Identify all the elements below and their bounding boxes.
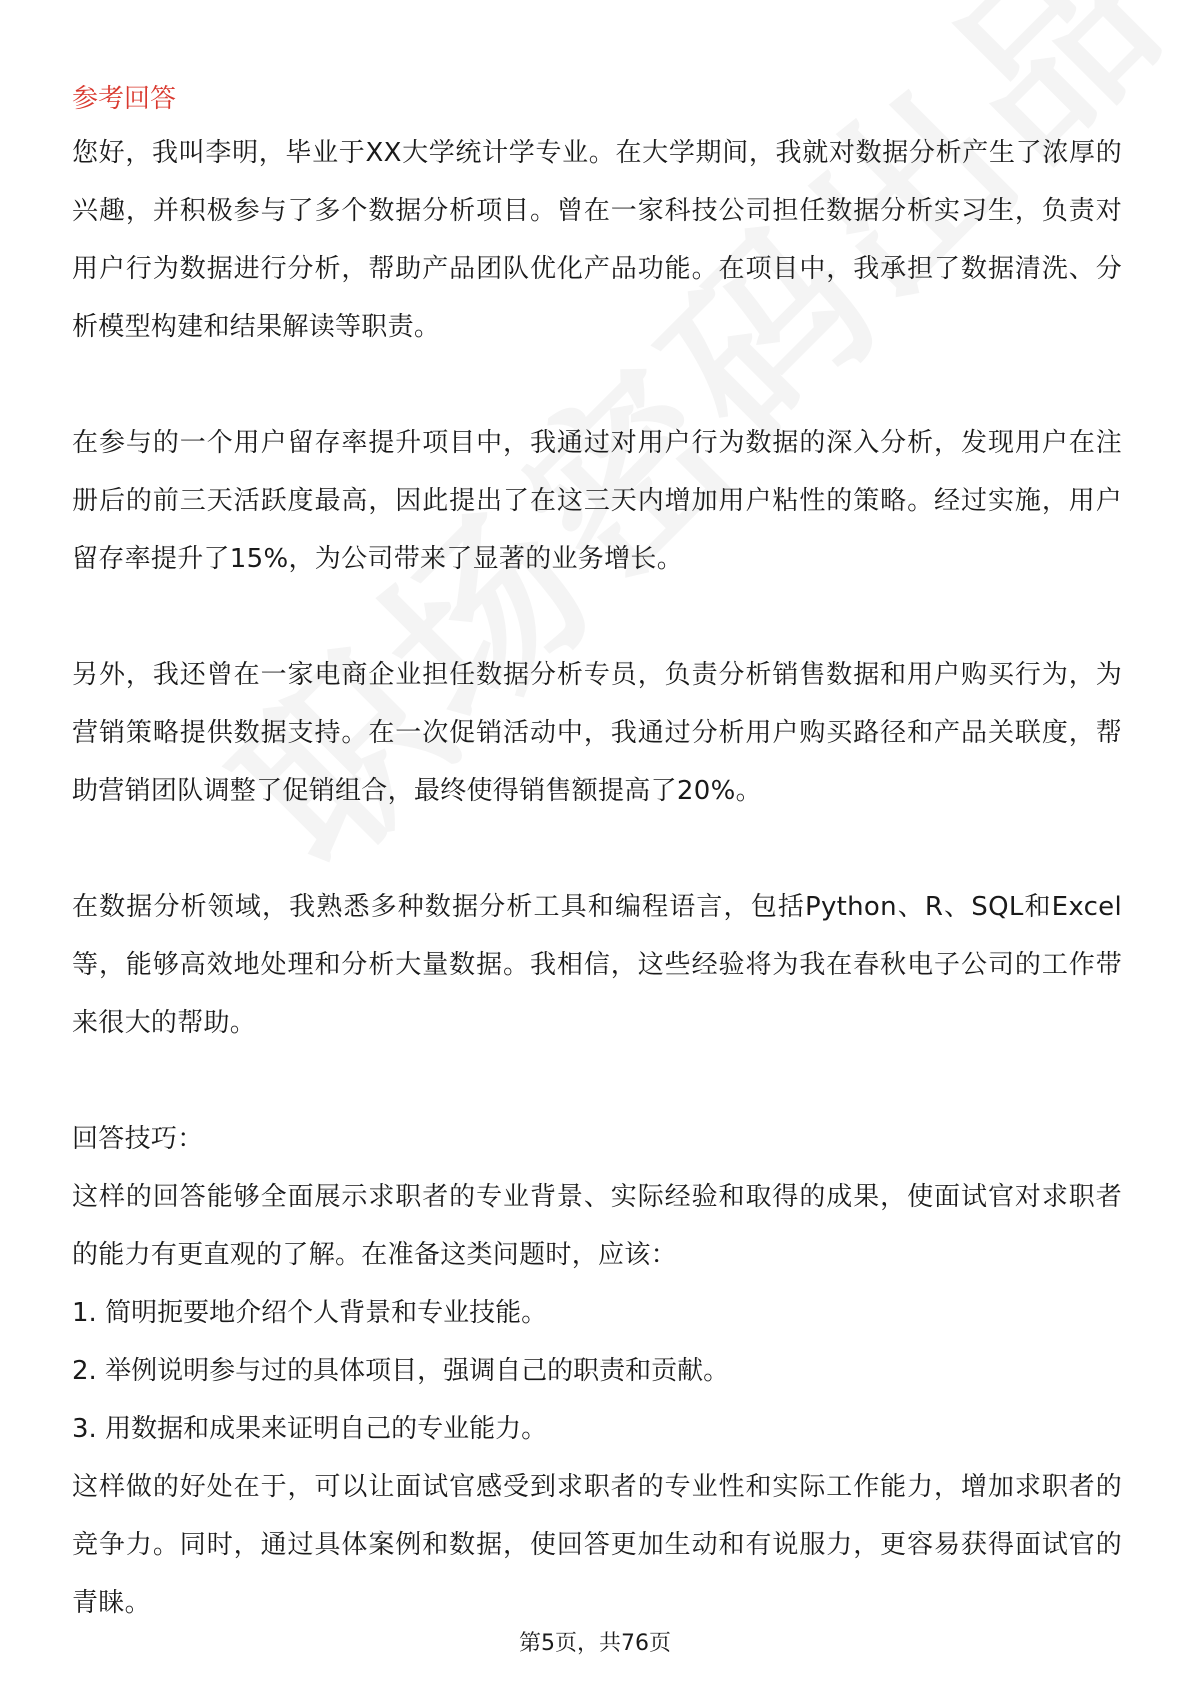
page-number: 第5页，共76页 [519,1631,671,1656]
paragraph-gap [72,820,1122,878]
paragraph-gap [72,356,1122,414]
answer-paragraph-4: 在数据分析领域，我熟悉多种数据分析工具和编程语言，包括Python、R、SQL和Excel等，能够高效地处理和分析大量数据。我相信，这些经验将为我在春秋电子公司的工作带来很大的帮助。 [72,892,1122,1038]
tips-item-2: 2. 举例说明参与过的具体项目，强调自己的职责和贡献。 [72,1356,730,1386]
answer-paragraph-2: 在参与的一个用户留存率提升项目中，我通过对用户行为数据的深入分析，发现用户在注册后的前三天活跃度最高，因此提出了在这三天内增加用户粘性的策略。经过实施，用户留存率提升了15%，为公司带来了显著的业务增长。 [72,428,1122,574]
tips-item-3: 3. 用数据和成果来证明自己的专业能力。 [72,1414,548,1444]
answer-paragraph-3: 另外，我还曾在一家电商企业担任数据分析专员，负责分析销售数据和用户购买行为，为营销策略提供数据支持。在一次促销活动中，我通过分析用户购买路径和产品关联度，帮助营销团队调整了促销组合，最终使得销售额提高了20%。 [72,660,1122,806]
tips-title: 回答技巧： [72,1124,204,1154]
paragraph-gap [72,1052,1122,1110]
section-heading: 参考回答 [72,84,177,114]
tips-item-1: 1. 简明扼要地介绍个人背景和专业技能。 [72,1298,548,1328]
answer-paragraph-1: 您好，我叫李明，毕业于XX大学统计学专业。在大学期间，我就对数据分析产生了浓厚的兴趣，并积极参与了多个数据分析项目。曾在一家科技公司担任数据分析实习生，负责对用户行为数据进行分析，帮助产品团队优化产品功能。在项目中，我承担了数据清洗、分析模型构建和结果解读等职责。 [72,138,1122,342]
page-content [72,74,1122,1632]
paragraph-gap [72,588,1122,646]
tips-intro: 这样的回答能够全面展示求职者的专业背景、实际经验和取得的成果，使面试官对求职者的能力有更直观的了解。在准备这类问题时，应该： [72,1182,1122,1270]
tips-conclusion: 这样做的好处在于，可以让面试官感受到求职者的专业性和实际工作能力，增加求职者的竞争力。同时，通过具体案例和数据，使回答更加生动和有说服力，更容易获得面试官的青睐。 [72,1472,1122,1618]
